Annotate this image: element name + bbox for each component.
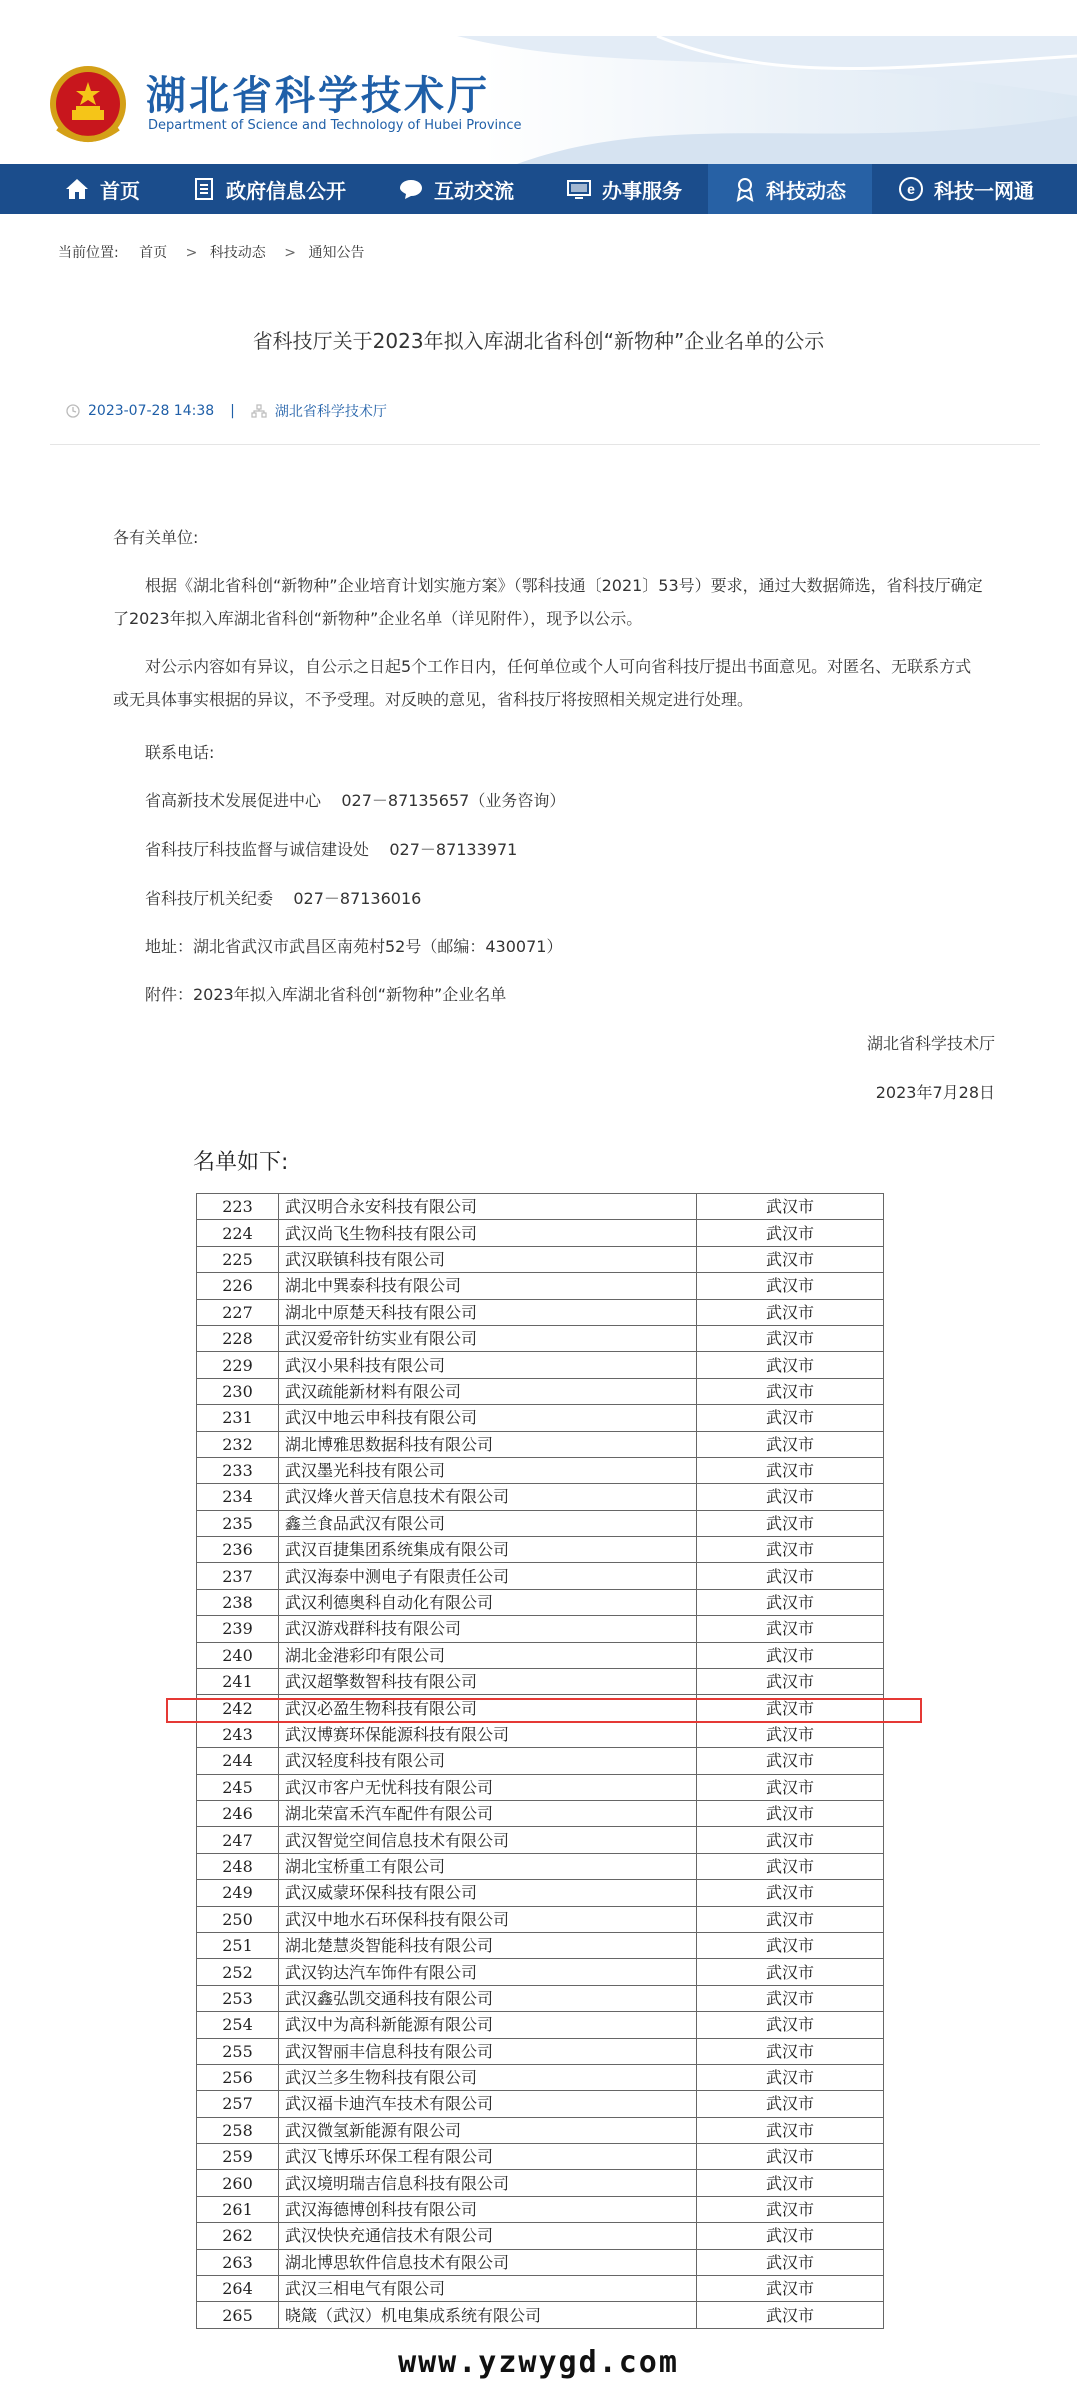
company-name: 武汉海泰中测电子有限责任公司	[279, 1563, 697, 1589]
table-row	[197, 2223, 884, 2249]
article-meta	[50, 385, 1040, 445]
article-source: 湖北省科学技术厅	[274, 404, 387, 420]
city-name: 武汉市	[697, 2117, 884, 2143]
article-title: 省科技厅关于2023年拟入库湖北省科创“新物种”企业名单的公示	[252, 329, 825, 353]
chat-bubble-icon	[398, 177, 424, 201]
paragraph-1: 根据《湖北省科创“新物种”企业培育计划实施方案》（鄂科技通〔2021〕53号）要求，通过大数据筛选，省科技厅确定了2023年拟入库湖北省科创“新物种”企业名单（详见附件），现予以公示。	[113, 576, 983, 628]
row-number: 226	[197, 1273, 279, 1299]
row-number: 232	[197, 1431, 279, 1457]
row-number: 223	[197, 1194, 279, 1220]
row-number: 229	[197, 1352, 279, 1378]
company-name: 湖北中原楚天科技有限公司	[279, 1299, 697, 1325]
row-number: 247	[197, 1827, 279, 1853]
org-icon	[251, 404, 267, 418]
svg-text:e: e	[907, 181, 915, 197]
row-number: 245	[197, 1774, 279, 1800]
city-name: 武汉市	[697, 1484, 884, 1510]
city-name: 武汉市	[697, 2064, 884, 2090]
breadcrumb-label: 当前位置:	[58, 245, 119, 261]
table-row	[197, 1378, 884, 1404]
company-name: 武汉博赛环保能源科技有限公司	[279, 1721, 697, 1747]
city-name: 武汉市	[697, 1906, 884, 1932]
city-name: 武汉市	[697, 1774, 884, 1800]
row-number: 234	[197, 1484, 279, 1510]
table-row	[197, 2249, 884, 2275]
row-number: 228	[197, 1325, 279, 1351]
table-row	[197, 1273, 884, 1299]
company-list-table	[196, 1193, 884, 2329]
publish-date: 2023-07-28 14:38	[88, 403, 215, 419]
row-number: 249	[197, 1880, 279, 1906]
company-name: 武汉中地水石环保科技有限公司	[279, 1906, 697, 1932]
row-number: 243	[197, 1721, 279, 1747]
row-number: 224	[197, 1220, 279, 1246]
company-name: 武汉钧达汽车饰件有限公司	[279, 1959, 697, 1985]
row-number: 263	[197, 2249, 279, 2275]
row-number: 257	[197, 2091, 279, 2117]
sign-date: 2023年7月28日	[875, 1083, 995, 1102]
company-name: 武汉疏能新材料有限公司	[279, 1378, 697, 1404]
city-name: 武汉市	[697, 1563, 884, 1589]
row-number: 250	[197, 1906, 279, 1932]
salutation: 各有关单位:	[113, 528, 199, 547]
city-name: 武汉市	[697, 1589, 884, 1615]
site-subtitle: Department of Science and Technology of Hubei Province	[148, 118, 522, 133]
city-name: 武汉市	[697, 1959, 884, 1985]
nav-item-tech-news[interactable]	[708, 164, 872, 214]
city-name: 武汉市	[697, 1194, 884, 1220]
row-number: 259	[197, 2144, 279, 2170]
nav-label: 办事服务	[602, 178, 682, 203]
city-name: 武汉市	[697, 1457, 884, 1483]
row-number: 265	[197, 2302, 279, 2328]
company-name: 武汉烽火普天信息技术有限公司	[279, 1484, 697, 1510]
company-name: 武汉联镇科技有限公司	[279, 1246, 697, 1272]
highlight-box-row-242	[166, 1698, 922, 1723]
row-number: 246	[197, 1800, 279, 1826]
city-name: 武汉市	[697, 2223, 884, 2249]
row-number: 240	[197, 1642, 279, 1668]
contact-line-1: 省高新技术发展促进中心 027－87135657（业务咨询）	[145, 791, 566, 810]
city-name: 武汉市	[697, 1273, 884, 1299]
contact-line-2: 省科技厅科技监督与诚信建设处 027－87133971	[145, 840, 518, 859]
table-row	[197, 2144, 884, 2170]
table-row	[197, 2302, 884, 2328]
table-row	[197, 1853, 884, 1879]
city-name: 武汉市	[697, 1378, 884, 1404]
table-row	[197, 1906, 884, 1932]
nav-item-one-stop[interactable]	[872, 164, 1060, 214]
table-row	[197, 1431, 884, 1457]
city-name: 武汉市	[697, 1246, 884, 1272]
row-number: 253	[197, 1985, 279, 2011]
breadcrumb-link-notices[interactable]: 通知公告	[308, 245, 365, 261]
row-number: 244	[197, 1748, 279, 1774]
row-number: 255	[197, 2038, 279, 2064]
table-row	[197, 1985, 884, 2011]
row-number: 230	[197, 1378, 279, 1404]
nav-label: 首页	[100, 178, 140, 203]
contact-line-3: 省科技厅机关纪委 027－87136016	[145, 889, 422, 908]
table-row	[197, 2276, 884, 2302]
city-name: 武汉市	[697, 1721, 884, 1747]
breadcrumb-link-tech-news[interactable]: 科技动态	[209, 245, 266, 261]
nav-label: 科技一网通	[934, 178, 1034, 203]
row-number: 237	[197, 1563, 279, 1589]
company-name: 武汉智觉空间信息技术有限公司	[279, 1827, 697, 1853]
row-number: 248	[197, 1853, 279, 1879]
monitor-icon	[566, 177, 592, 201]
e-icon	[898, 176, 924, 202]
table-row	[197, 1827, 884, 1853]
table-row	[197, 2117, 884, 2143]
nav-label: 科技动态	[766, 178, 846, 203]
breadcrumb	[58, 242, 370, 262]
company-name: 武汉小果科技有限公司	[279, 1352, 697, 1378]
nav-item-interaction[interactable]	[372, 164, 540, 214]
table-row	[197, 1299, 884, 1325]
document-list-icon	[192, 177, 216, 201]
city-name: 武汉市	[697, 2249, 884, 2275]
company-name: 湖北荣富禾汽车配件有限公司	[279, 1800, 697, 1826]
city-name: 武汉市	[697, 1352, 884, 1378]
city-name: 武汉市	[697, 1510, 884, 1536]
nav-label: 互动交流	[434, 178, 514, 203]
company-name: 武汉智丽丰信息科技有限公司	[279, 2038, 697, 2064]
company-name: 武汉游戏群科技有限公司	[279, 1616, 697, 1642]
company-name: 武汉爱帝针纺实业有限公司	[279, 1325, 697, 1351]
company-name: 武汉必盈生物科技有限公司	[279, 1695, 697, 1721]
row-number: 231	[197, 1405, 279, 1431]
company-name: 武汉利德奥科自动化有限公司	[279, 1589, 697, 1615]
national-emblem-icon[interactable]	[44, 58, 132, 146]
city-name: 武汉市	[697, 1985, 884, 2011]
main-nav	[0, 164, 1077, 214]
city-name: 武汉市	[697, 1880, 884, 1906]
row-number: 238	[197, 1589, 279, 1615]
table-row	[197, 2170, 884, 2196]
city-name: 武汉市	[697, 1827, 884, 1853]
nav-item-gov-info[interactable]	[166, 164, 372, 214]
table-row	[197, 1457, 884, 1483]
city-name: 武汉市	[697, 1405, 884, 1431]
row-number: 252	[197, 1959, 279, 1985]
city-name: 武汉市	[697, 1669, 884, 1695]
row-number: 264	[197, 2276, 279, 2302]
city-name: 武汉市	[697, 1431, 884, 1457]
company-name: 湖北金港彩印有限公司	[279, 1642, 697, 1668]
city-name: 武汉市	[697, 2012, 884, 2038]
city-name: 武汉市	[697, 2196, 884, 2222]
city-name: 武汉市	[697, 2276, 884, 2302]
row-number: 227	[197, 1299, 279, 1325]
company-name: 湖北博思软件信息技术有限公司	[279, 2249, 697, 2275]
signature: 湖北省科学技术厅	[866, 1034, 995, 1053]
watermark-text: www.yzwygd.com	[398, 2345, 679, 2380]
site-header	[0, 36, 1077, 164]
city-name: 武汉市	[697, 2170, 884, 2196]
table-row	[197, 1563, 884, 1589]
city-name: 武汉市	[697, 1299, 884, 1325]
row-number: 254	[197, 2012, 279, 2038]
company-name: 武汉福卡迪汽车技术有限公司	[279, 2091, 697, 2117]
city-name: 武汉市	[697, 1932, 884, 1958]
company-name: 武汉中地云申科技有限公司	[279, 1405, 697, 1431]
nav-label: 政府信息公开	[226, 178, 346, 203]
table-row	[197, 1405, 884, 1431]
home-icon	[64, 177, 90, 201]
city-name: 武汉市	[697, 1695, 884, 1721]
row-number: 235	[197, 1510, 279, 1536]
row-number: 260	[197, 2170, 279, 2196]
meta-divider: |	[230, 403, 235, 419]
city-name: 武汉市	[697, 1642, 884, 1668]
company-name: 武汉威蒙环保科技有限公司	[279, 1880, 697, 1906]
list-title: 名单如下:	[193, 1150, 289, 1175]
company-name: 武汉微氢新能源有限公司	[279, 2117, 697, 2143]
row-number: 256	[197, 2064, 279, 2090]
company-name: 武汉尚飞生物科技有限公司	[279, 1220, 697, 1246]
company-name: 武汉海德博创科技有限公司	[279, 2196, 697, 2222]
city-name: 武汉市	[697, 2091, 884, 2117]
company-name: 湖北博雅思数据科技有限公司	[279, 1431, 697, 1457]
row-number: 242	[197, 1695, 279, 1721]
table-row	[197, 1959, 884, 1985]
city-name: 武汉市	[697, 2302, 884, 2328]
table-row	[197, 1246, 884, 1272]
table-row	[197, 1484, 884, 1510]
table-row	[197, 1220, 884, 1246]
table-row	[197, 1352, 884, 1378]
city-name: 武汉市	[697, 1220, 884, 1246]
company-name: 武汉飞博乐环保工程有限公司	[279, 2144, 697, 2170]
table-row	[197, 1669, 884, 1695]
company-name: 武汉墨光科技有限公司	[279, 1457, 697, 1483]
table-row	[197, 1748, 884, 1774]
table-row	[197, 2091, 884, 2117]
breadcrumb-separator: >	[185, 245, 198, 261]
clock-icon	[66, 404, 80, 418]
row-number: 261	[197, 2196, 279, 2222]
company-name: 武汉中为高科新能源有限公司	[279, 2012, 697, 2038]
table-row	[197, 1325, 884, 1351]
row-number: 225	[197, 1246, 279, 1272]
row-number: 241	[197, 1669, 279, 1695]
table-row	[197, 1932, 884, 1958]
company-name: 武汉三相电气有限公司	[279, 2276, 697, 2302]
company-name: 晓箴（武汉）机电集成系统有限公司	[279, 2302, 697, 2328]
company-name: 武汉明合永安科技有限公司	[279, 1194, 697, 1220]
table-row	[197, 1774, 884, 1800]
row-number: 251	[197, 1932, 279, 1958]
table-row	[197, 2064, 884, 2090]
city-name: 武汉市	[697, 1616, 884, 1642]
company-name: 湖北宝桥重工有限公司	[279, 1853, 697, 1879]
city-name: 武汉市	[697, 1325, 884, 1351]
company-name: 武汉百捷集团系统集成有限公司	[279, 1537, 697, 1563]
breadcrumb-separator: >	[284, 245, 296, 261]
table-row	[197, 1642, 884, 1668]
nav-item-services[interactable]	[540, 164, 708, 214]
company-name: 湖北楚慧炎智能科技有限公司	[279, 1932, 697, 1958]
company-name: 武汉兰多生物科技有限公司	[279, 2064, 697, 2090]
city-name: 武汉市	[697, 2038, 884, 2064]
table-row	[197, 1537, 884, 1563]
company-name: 武汉市客户无忧科技有限公司	[279, 1774, 697, 1800]
city-name: 武汉市	[697, 1537, 884, 1563]
company-name: 鑫兰食品武汉有限公司	[279, 1510, 697, 1536]
table-row	[197, 2038, 884, 2064]
company-name: 武汉鑫弘凯交通科技有限公司	[279, 1985, 697, 2011]
city-name: 武汉市	[697, 1748, 884, 1774]
company-name: 武汉超擎数智科技有限公司	[279, 1669, 697, 1695]
attachment-link[interactable]: 附件：2023年拟入库湖北省科创“新物种”企业名单	[145, 985, 507, 1004]
address-line: 地址：湖北省武汉市武昌区南苑村52号（邮编：430071）	[145, 937, 563, 956]
company-name: 武汉快快充通信技术有限公司	[279, 2223, 697, 2249]
table-row	[197, 1589, 884, 1615]
city-name: 武汉市	[697, 2144, 884, 2170]
table-row	[197, 1616, 884, 1642]
row-number: 258	[197, 2117, 279, 2143]
table-row	[197, 2196, 884, 2222]
paragraph-2: 对公示内容如有异议，自公示之日起5个工作日内，任何单位或个人可向省科技厅提出书面意见。对匿名、无联系方式或无具体事实根据的异议，不予受理。对反映的意见，省科技厅将按照相关规定进行处理。	[113, 657, 972, 709]
row-number: 233	[197, 1457, 279, 1483]
table-row	[197, 1194, 884, 1220]
table-row	[197, 1880, 884, 1906]
breadcrumb-link-home[interactable]: 首页	[139, 245, 168, 261]
row-number: 262	[197, 2223, 279, 2249]
company-name: 武汉境明瑞吉信息科技有限公司	[279, 2170, 697, 2196]
row-number: 239	[197, 1616, 279, 1642]
company-name: 湖北中巽泰科技有限公司	[279, 1273, 697, 1299]
city-name: 武汉市	[697, 1853, 884, 1879]
table-row	[197, 1800, 884, 1826]
site-title[interactable]: 湖北省科学技术厅	[146, 72, 490, 119]
top-strip	[0, 0, 1077, 36]
award-icon	[734, 176, 756, 202]
company-name: 武汉轻度科技有限公司	[279, 1748, 697, 1774]
table-row	[197, 1510, 884, 1536]
row-number: 236	[197, 1537, 279, 1563]
table-row	[197, 2012, 884, 2038]
nav-item-home[interactable]	[38, 164, 166, 214]
contact-label: 联系电话:	[145, 743, 215, 762]
table-row	[197, 1721, 884, 1747]
header-wave-decoration	[457, 36, 1077, 164]
city-name: 武汉市	[697, 1800, 884, 1826]
